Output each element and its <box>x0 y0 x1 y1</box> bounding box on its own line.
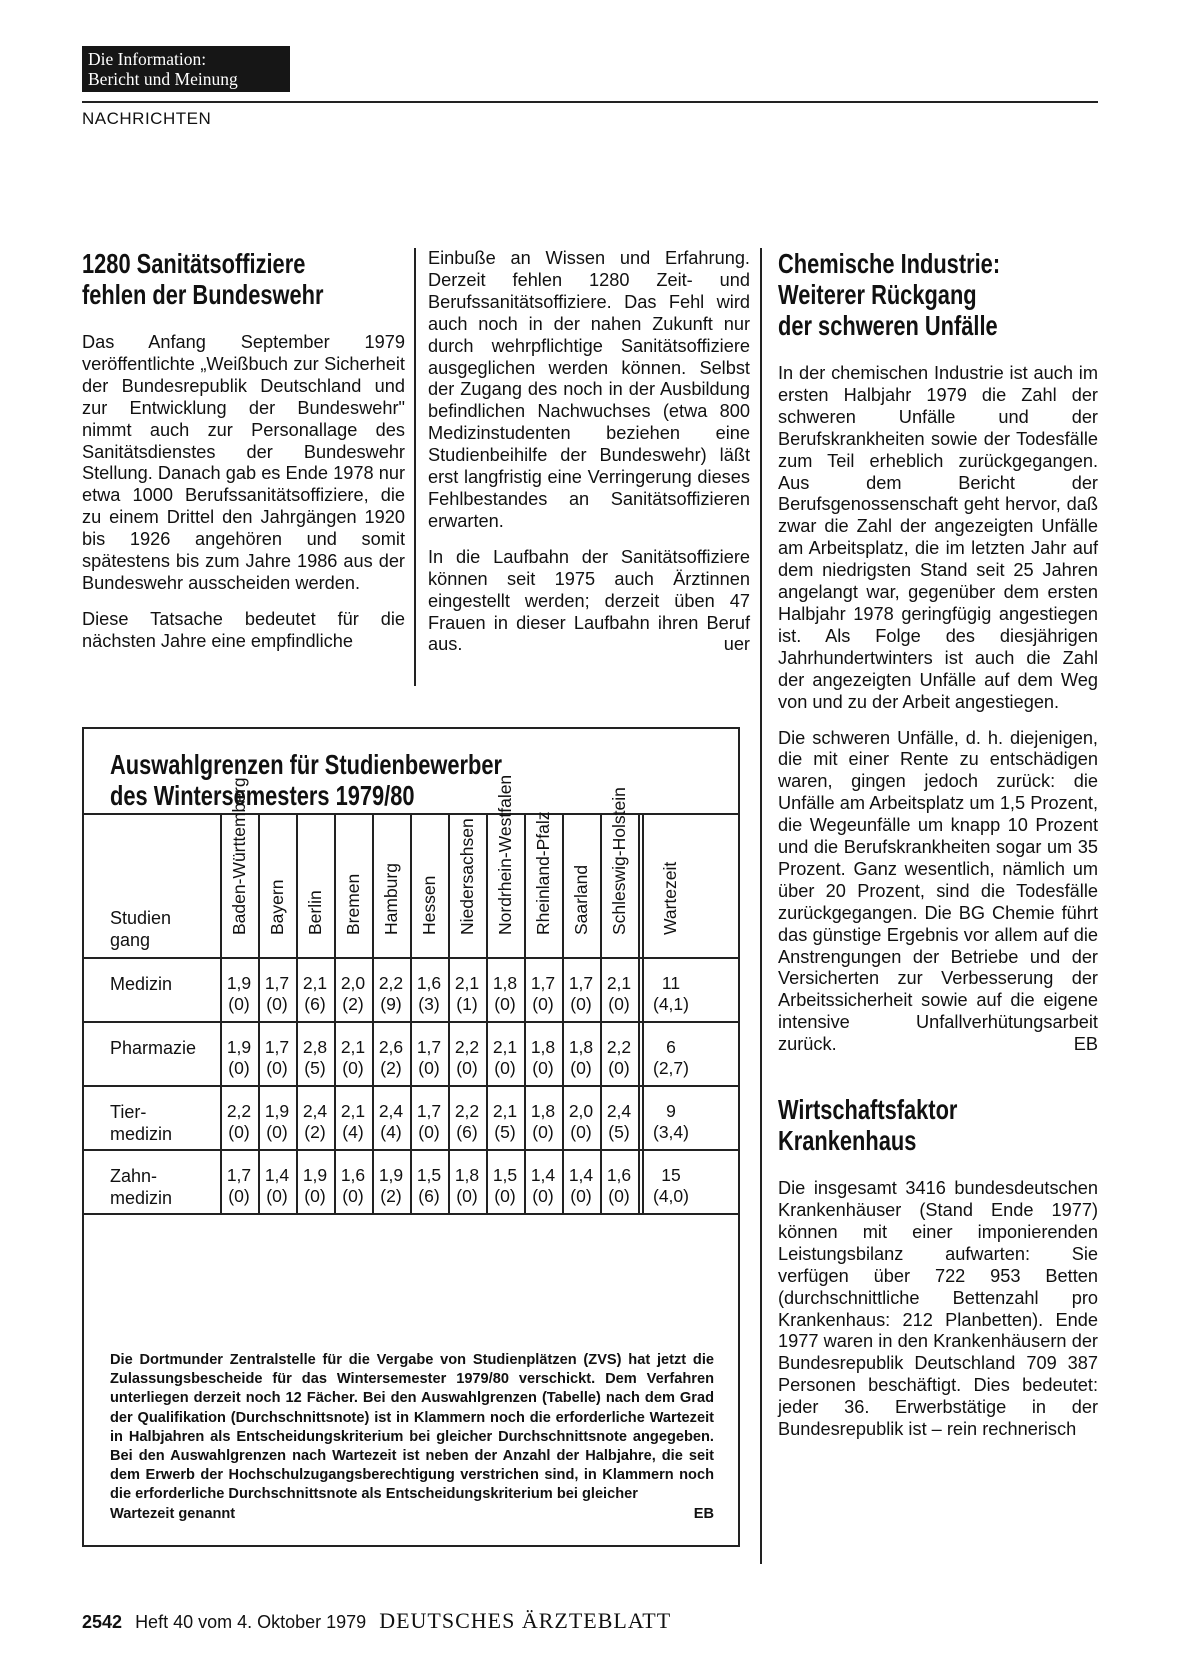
cell-subvalue: (0) <box>304 1186 326 1206</box>
state-column-header: Hessen <box>419 875 439 935</box>
cell-subvalue: (5) <box>494 1122 516 1142</box>
cell-subvalue: (0) <box>456 1186 478 1206</box>
issue-info: Heft 40 vom 4. Oktober 1979 <box>135 1612 367 1632</box>
table-cell <box>334 1165 372 1207</box>
cell-subvalue: (0) <box>532 1186 554 1206</box>
cell-value: 1,7 <box>264 1037 290 1057</box>
article1-title-line1: 1280 Sanitätsoffiziere <box>82 248 306 279</box>
cell-subvalue: (0) <box>570 1058 592 1078</box>
cell-value: 1,8 <box>568 1037 594 1057</box>
table-cell <box>486 1165 524 1207</box>
cell-value: 1,8 <box>530 1101 556 1121</box>
subject-row-label <box>110 1037 196 1059</box>
cell-subvalue: (6) <box>304 994 326 1014</box>
cell-subvalue: (0) <box>608 994 630 1014</box>
state-column-header: Schleswig-Holstein <box>609 787 629 935</box>
column-divider <box>760 248 762 1564</box>
section-label: NACHRICHTEN <box>82 109 212 128</box>
table-cell <box>562 1101 600 1143</box>
state-column-header: Bremen <box>343 873 363 935</box>
cell-subvalue: (0) <box>342 1058 364 1078</box>
article1-column-right <box>428 248 750 656</box>
cell-value: 1,7 <box>226 1165 252 1185</box>
table-cell <box>220 973 258 1015</box>
article3-paragraph: Die insgesamt 3416 bundesdeutschen Krankenhäuser (Stand Ende 1977) können mit einer imponierenden Leistungsbilanz aufwarten: Sie verfügen über 722 953 Betten (durchschnittliche Bettenzahl pro Krankenhaus: 212 Planbetten). Ende 1977 waren in den Krankenhäusern der Bundesrepublik Deutschland 709 387 Personen beschäftigt. Dies bedeutet: jeder 36. Erwerbstätige in der Bundesrepublik ist – rein rechnerisch <box>778 1178 1098 1440</box>
cell-subvalue: (3) <box>418 994 440 1014</box>
cell-value: 2,1 <box>454 973 480 993</box>
table-cell <box>486 1101 524 1143</box>
cell-value: 2,1 <box>492 1037 518 1057</box>
article2-title-line3: der schweren Unfälle <box>778 310 998 341</box>
table-corner-label <box>110 907 171 951</box>
subject-label-line1: Tier- <box>110 1102 147 1122</box>
table-cell <box>600 1165 638 1207</box>
table-cell <box>410 973 448 1015</box>
table-cell <box>644 973 698 1015</box>
table-row-line <box>84 1021 738 1023</box>
cell-value: 1,9 <box>226 973 252 993</box>
state-column-header: Hamburg <box>381 863 401 935</box>
article1-paragraph: Diese Tatsache bedeutet für die nächsten Jahre eine empfindliche <box>82 608 405 651</box>
cell-subvalue: (0) <box>266 1186 288 1206</box>
subject-label-line1: Pharmazie <box>110 1038 197 1058</box>
table-cell <box>372 973 410 1015</box>
cell-value: 1,9 <box>264 1101 290 1121</box>
cell-value: 2,1 <box>492 1101 518 1121</box>
cell-subvalue: (2,7) <box>653 1058 689 1078</box>
article1-title <box>82 248 334 310</box>
cell-subvalue: (0) <box>418 1058 440 1078</box>
corner-label-line2: gang <box>110 930 151 950</box>
state-column-header: Rheinland-Pfalz <box>533 811 553 935</box>
table-row-line <box>84 957 738 959</box>
cell-value: 2,2 <box>226 1101 252 1121</box>
state-column-header: Niedersachsen <box>457 818 477 935</box>
cell-subvalue: (0) <box>342 1186 364 1206</box>
cell-value: 2,4 <box>378 1101 404 1121</box>
section-header-box <box>82 46 290 92</box>
cell-subvalue: (0) <box>266 1058 288 1078</box>
table-cell <box>220 1101 258 1143</box>
cell-subvalue: (0) <box>494 1058 516 1078</box>
table-cell <box>562 1165 600 1207</box>
table-cell <box>296 1165 334 1207</box>
cell-value: 1,6 <box>340 1165 366 1185</box>
cell-subvalue: (4) <box>342 1122 364 1142</box>
cell-subvalue: (0) <box>570 994 592 1014</box>
cell-value: 1,7 <box>416 1101 442 1121</box>
footnote-signature: EB <box>693 1505 714 1522</box>
table-cell <box>524 1037 562 1079</box>
cell-subvalue: (0) <box>456 1058 478 1078</box>
cell-value: 1,7 <box>416 1037 442 1057</box>
cell-subvalue: (2) <box>380 1186 402 1206</box>
article2-paragraph <box>778 728 1098 1057</box>
subject-row-label <box>110 1165 172 1209</box>
table-row-line <box>84 1085 738 1087</box>
cell-subvalue: (6) <box>418 1186 440 1206</box>
table-cell <box>258 1165 296 1207</box>
cell-subvalue: (0) <box>266 1122 288 1142</box>
table-cell <box>220 1037 258 1079</box>
page-footer <box>82 1608 671 1634</box>
table-cell <box>448 973 486 1015</box>
state-column-header: Bayern <box>267 879 287 935</box>
subject-label-line2: medizin <box>110 1188 173 1208</box>
cell-subvalue: (0) <box>228 994 250 1014</box>
article2-title <box>778 248 1028 341</box>
cell-subvalue: (0) <box>494 994 516 1014</box>
cell-subvalue: (3,4) <box>653 1122 689 1142</box>
cell-subvalue: (9) <box>380 994 402 1014</box>
article1-signature: uer <box>723 634 750 655</box>
table-row-line <box>84 1149 738 1151</box>
table-cell <box>644 1101 698 1143</box>
cell-subvalue: (0) <box>532 994 554 1014</box>
table-cell <box>524 973 562 1015</box>
state-column-header: Wartezeit <box>660 861 680 935</box>
cell-value: 1,8 <box>492 973 518 993</box>
article1-column-left <box>82 248 405 653</box>
cell-subvalue: (4) <box>380 1122 402 1142</box>
cell-value: 2,2 <box>454 1037 480 1057</box>
table-title-line2: des Wintersemesters 1979/80 <box>110 780 415 811</box>
cell-subvalue: (0) <box>570 1122 592 1142</box>
cell-value: 2,1 <box>606 973 632 993</box>
article2-title-line2: Weiterer Rückgang <box>778 279 977 310</box>
table-cell <box>296 973 334 1015</box>
cell-value: 2,0 <box>568 1101 594 1121</box>
cell-value: 11 <box>661 973 681 993</box>
table-cell <box>448 1165 486 1207</box>
article1-paragraph: Das Anfang September 1979 veröffentlichte „Weißbuch zur Sicherheit der Bundesrepublik Deutschland und zur Entwicklung der Bundeswehr" nimmt auch zur Personallage des Sanitätsdienstes der Bundeswehr Stellung. Danach gab es Ende 1978 nur etwa 1000 Berufssanitätsoffiziere, die zu einem Drittel den Jahrgängen 1920 bis 1926 angehören und somit spätestens bis zum Jahre 1986 aus der Bundeswehr ausscheiden werden. <box>82 332 405 593</box>
subject-label-line1: Zahn- <box>110 1166 158 1186</box>
state-column-header: Berlin <box>305 890 325 935</box>
cell-value: 1,7 <box>568 973 594 993</box>
subject-row-label <box>110 973 172 995</box>
cell-value: 15 <box>661 1165 681 1185</box>
cell-value: 1,6 <box>606 1165 632 1185</box>
table-row-line <box>84 1213 738 1215</box>
table-cell <box>486 1037 524 1079</box>
cell-value: 2,4 <box>302 1101 328 1121</box>
cell-subvalue: (0) <box>570 1186 592 1206</box>
table-cell <box>334 1101 372 1143</box>
table-cell <box>410 1037 448 1079</box>
subject-label-line2: medizin <box>110 1124 173 1144</box>
cell-subvalue: (2) <box>380 1058 402 1078</box>
table-cell <box>486 973 524 1015</box>
article2-paragraph-text: Die schweren Unfälle, d. h. diejenigen, die mit einer Rente zu entschädigen waren, gingen jedoch zurück: die Unfälle am Arbeitsplatz um 1,5 Prozent, die Wegeunfälle um knapp 10 Prozent und die Berufskrankheiten sogar um 35 Prozent. Ganz wesentlich, nämlich um über 20 Prozent, sind die Todesfälle zurückgegangen. Die BG Chemie führt das günstige Ergebnis vor allem auf die Anstrengungen der Betriebe und der Versicherten zur Verbesserung der Arbeitssicherheit sowie auf die eigene intensive Unfallverhütungsarbeit zurück. <box>778 727 1098 1055</box>
state-column-header: Saarland <box>571 864 591 935</box>
table-cell <box>600 973 638 1015</box>
cell-value: 2,2 <box>606 1037 632 1057</box>
right-column <box>778 248 1098 1441</box>
cell-value: 1,9 <box>226 1037 252 1057</box>
subject-label-line1: Medizin <box>110 974 173 994</box>
cell-subvalue: (4,1) <box>653 994 689 1014</box>
cell-subvalue: (6) <box>456 1122 478 1142</box>
table-cell <box>220 1165 258 1207</box>
cell-subvalue: (0) <box>266 994 288 1014</box>
cell-value: 1,9 <box>378 1165 404 1185</box>
article3-title-line2: Krankenhaus <box>778 1125 917 1157</box>
table-cell <box>448 1037 486 1079</box>
article1-paragraph <box>428 547 750 657</box>
cell-subvalue: (5) <box>608 1122 630 1142</box>
cell-subvalue: (0) <box>228 1186 250 1206</box>
cell-subvalue: (2) <box>342 994 364 1014</box>
cell-subvalue: (0) <box>228 1058 250 1078</box>
article1-paragraph: Einbuße an Wissen und Erfahrung. Derzeit fehlen 1280 Zeit- und Berufssanitätsoffiziere. Das Fehl wird auch noch in der nahen Zukunft nur durch wehrpflichtige Sanitätsoffiziere ausgeglichen werden können. Selbst der Zugang des noch in der Ausbildung befindlichen Nachwuchses (etwa 800 Medizinstudenten beziehen eine Studienbeihilfe der Bundeswehr) läßt erst langfristig eine Verringerung dieses Fehlbestandes an Sanitätsoffizieren erwarten. <box>428 248 750 531</box>
table-cell <box>410 1101 448 1143</box>
cell-subvalue: (1) <box>456 994 478 1014</box>
cell-subvalue: (0) <box>532 1122 554 1142</box>
cell-value: 1,8 <box>530 1037 556 1057</box>
column-divider <box>414 248 416 686</box>
cell-value: 2,2 <box>454 1101 480 1121</box>
table-cell <box>644 1037 698 1079</box>
table-cell <box>410 1165 448 1207</box>
article2-paragraph: In der chemischen Industrie ist auch im ersten Halbjahr 1979 die Zahl der schweren Unfälle und der Berufskrankheiten sowie der Todesfälle zum Teil erheblich zurückgegangen. Aus dem Bericht der Berufsgenossenschaft geht hervor, daß zwar die Zahl der angezeigten Unfälle am Arbeitsplatz, die im letzten Jahr auf dem niedrigsten Stand seit 25 Jahren angelangt war, gegenüber dem ersten Halbjahr 1978 geringfügig angestiegen ist. Als Folge des diesjährigen Jahrhundertwinters ist auch die Zahl der angezeigten Unfälle auf dem Weg von und zu der Arbeit angestiegen. <box>778 363 1098 712</box>
cell-subvalue: (4,0) <box>653 1186 689 1206</box>
cell-subvalue: (0) <box>494 1186 516 1206</box>
cell-subvalue: (0) <box>228 1122 250 1142</box>
table-cell <box>258 973 296 1015</box>
table-cell <box>296 1037 334 1079</box>
subject-row-label <box>110 1101 172 1145</box>
cell-value: 2,4 <box>606 1101 632 1121</box>
cell-value: 1,6 <box>416 973 442 993</box>
table-cell <box>258 1101 296 1143</box>
footnote-text: Die Dortmunder Zentralstelle für die Vergabe von Studienplätzen (ZVS) hat jetzt die Zulassungsbescheide für das Wintersemester 1979/80 verschickt. Dem Verfahren unterliegen derzeit noch 12 Fächer. Bei den Auswahlgrenzen (Tabelle) nach dem Grad der Qualifikation (Durchschnittsnote) ist in Klammern noch die erforderliche Wartezeit in Halbjahren als Entscheidungskriterium bei gleicher Durchschnittsnote angegeben. Bei den Auswahlgrenzen nach Wartezeit ist neben der Anzahl der Halbjahre, die seit dem Erwerb der Hochschulzugangsberechtigung verstrichen sind, in Klammern noch die erforderliche Durchschnittsnote als Entscheidungskriterium bei gleicher <box>110 1352 714 1503</box>
cell-subvalue: (0) <box>608 1058 630 1078</box>
table-cell <box>372 1101 410 1143</box>
cell-value: 1,4 <box>264 1165 290 1185</box>
cell-value: 2,1 <box>302 973 328 993</box>
cell-subvalue: (0) <box>532 1058 554 1078</box>
header-rule <box>82 101 1098 103</box>
footnote-last-line <box>110 1505 714 1524</box>
cell-value: 2,1 <box>340 1101 366 1121</box>
cell-value: 9 <box>666 1101 676 1121</box>
state-column-header: Baden-Württemberg <box>229 777 249 935</box>
article2-title-line1: Chemische Industrie: <box>778 248 1001 279</box>
table-cell <box>372 1165 410 1207</box>
cell-subvalue: (5) <box>304 1058 326 1078</box>
cell-value: 1,4 <box>568 1165 594 1185</box>
table-cell <box>562 1037 600 1079</box>
cell-value: 1,7 <box>264 973 290 993</box>
cell-subvalue: (0) <box>608 1186 630 1206</box>
article3-title <box>778 1094 1028 1156</box>
cell-value: 1,8 <box>454 1165 480 1185</box>
cell-value: 1,9 <box>302 1165 328 1185</box>
page-number: 2542 <box>82 1612 123 1632</box>
cell-value: 1,5 <box>492 1165 518 1185</box>
header-box-line2: Bericht und Meinung <box>88 69 238 89</box>
header-box-line1: Die Information: <box>88 49 207 69</box>
journal-name: DEUTSCHES ÄRZTEBLATT <box>379 1608 672 1633</box>
table-cell <box>524 1165 562 1207</box>
admission-table-box <box>82 727 740 1547</box>
table-cell <box>524 1101 562 1143</box>
article1-title-line2: fehlen der Bundeswehr <box>82 279 324 310</box>
table-footnote <box>110 1351 714 1524</box>
table-cell <box>600 1037 638 1079</box>
cell-subvalue: (0) <box>418 1122 440 1142</box>
table-cell <box>334 1037 372 1079</box>
corner-label-line1: Studien <box>110 908 172 928</box>
table-cell <box>448 1101 486 1143</box>
table-cell <box>258 1037 296 1079</box>
cell-value: 2,2 <box>378 973 404 993</box>
table-cell <box>600 1101 638 1143</box>
cell-value: 1,5 <box>416 1165 442 1185</box>
table-cell <box>334 973 372 1015</box>
table-cell <box>372 1037 410 1079</box>
table-cell <box>562 973 600 1015</box>
state-column-header: Nordrhein-Westfalen <box>495 774 515 935</box>
article3-title-line1: Wirtschaftsfaktor <box>778 1094 958 1126</box>
cell-value: 2,8 <box>302 1037 328 1057</box>
table-cell <box>644 1165 698 1207</box>
cell-value: 1,4 <box>530 1165 556 1185</box>
cell-value: 2,0 <box>340 973 366 993</box>
table-column-line <box>638 813 640 1213</box>
table-title-line1: Auswahlgrenzen für Studienbewerber <box>110 749 502 780</box>
article2-signature: EB <box>1073 1034 1098 1055</box>
cell-value: 2,6 <box>378 1037 404 1057</box>
table-cell <box>296 1101 334 1143</box>
cell-value: 6 <box>666 1037 676 1057</box>
article1-paragraph-text: In die Laufbahn der Sanitätsoffiziere können seit 1975 auch Ärztinnen eingestellt werden; derzeit üben 47 Frauen in dieser Laufbahn ihren Beruf aus. <box>428 546 750 655</box>
cell-value: 2,1 <box>340 1037 366 1057</box>
cell-value: 1,7 <box>530 973 556 993</box>
cell-subvalue: (2) <box>304 1122 326 1142</box>
footnote-last-text: Wartezeit genannt <box>110 1505 236 1522</box>
